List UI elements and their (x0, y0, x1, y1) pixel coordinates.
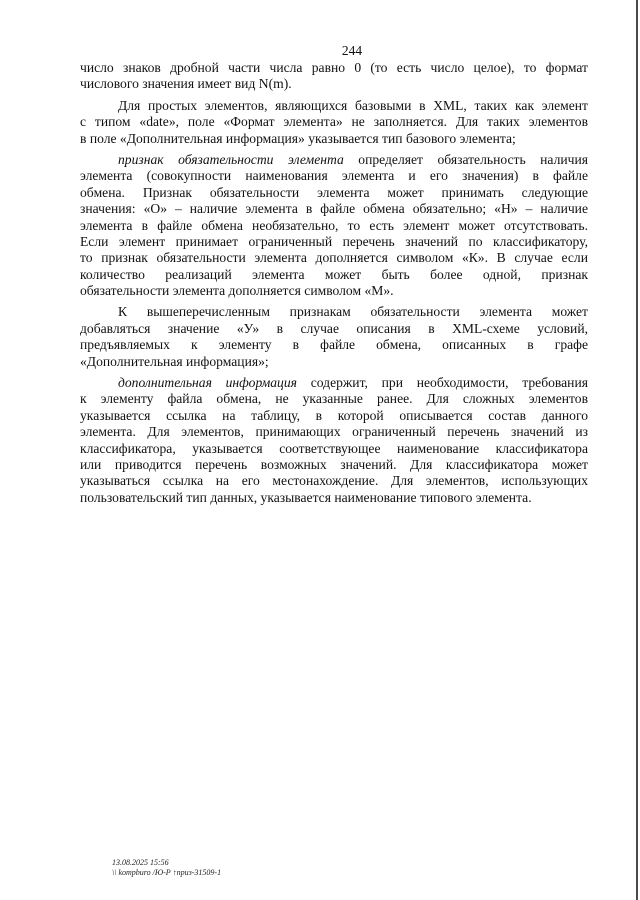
footer-stamp (112, 858, 221, 877)
text-line (80, 457, 588, 473)
text-line (80, 131, 588, 147)
line-text: значения: «О» – наличие элемента в файле обмена обязательно; «Н» – наличие (80, 201, 588, 217)
line-text: в поле «Дополнительная информация» указывается тип базового элемента; (80, 130, 516, 146)
italic-term: признак обязательности элемента (118, 151, 344, 167)
line-text: предъявляемых к элементу в файле обмена, описанных в графе (80, 337, 588, 353)
page-number: 244 (341, 43, 363, 58)
line-text: число знаков дробной части числа равно 0 (то есть число целое), то формат (80, 60, 588, 75)
line-text: Если элемент принимает ограниченный перечень значений по классификатору, (80, 233, 588, 249)
text-line (80, 321, 588, 337)
text-line (80, 304, 588, 320)
text-line (80, 201, 588, 217)
line-text: обязательности элемента дополняется символом «М». (80, 283, 394, 299)
text-line (80, 152, 588, 168)
text-line (80, 234, 588, 250)
text-line (80, 283, 588, 299)
text-line (80, 267, 588, 283)
italic-term: дополнительная информация (118, 375, 297, 391)
text-line (80, 424, 588, 440)
line-text: то признак обязательности элемента дополняется символом «К». В случае если (80, 250, 588, 266)
text-line (80, 98, 588, 114)
text-line (80, 337, 588, 353)
text-line (80, 168, 588, 184)
scan-edge (636, 0, 638, 900)
line-text: добавляться значение «У» в случае описания в XML-схеме условий, (80, 320, 588, 336)
line-text: определяет обязательность наличия (343, 151, 589, 167)
line-text: Для простых элементов, являющихся базовыми в XML, таких как элемент (118, 97, 588, 113)
line-text: обмена. Признак обязательности элемента может принимать следующие (80, 184, 588, 200)
text-line (80, 490, 588, 506)
text-line (80, 218, 588, 234)
footer-timestamp: 13.08.2025 15:56 (112, 858, 169, 867)
line-text: к элементу файла обмена, не указанные ранее. Для сложных элементов (80, 391, 588, 407)
line-text: К вышеперечисленным признакам обязательности элемента может (118, 304, 588, 320)
line-text: элемента в файле обмена необязательно, то есть элемент может отсутствовать. (80, 217, 588, 233)
text-line (80, 354, 588, 370)
line-text: «Дополнительная информация»; (80, 353, 269, 369)
text-line (80, 250, 588, 266)
text-line (80, 375, 588, 391)
line-text: или приводится перечень возможных значений. Для классификатора может (80, 456, 588, 472)
text-line (80, 76, 588, 92)
text-line (80, 408, 588, 424)
line-text: с типом «date», поле «Формат элемента» не заполняется. Для таких элементов (80, 114, 588, 130)
body-text (80, 60, 588, 506)
line-text: указывается ссылка на таблицу, в которой описывается состав данного (80, 407, 588, 423)
text-line (80, 185, 588, 201)
footer-code: \\ kompburo /Ю-Р ↑приз-31509-1 (112, 867, 222, 877)
line-text: числового значения имеет вид N(m). (80, 76, 292, 92)
text-line (80, 441, 588, 457)
line-text: содержит, при необходимости, требования (296, 375, 588, 391)
line-text: элемента. Для элементов, принимающих ограниченный перечень значений из (80, 424, 588, 440)
text-line (80, 391, 588, 407)
line-text: количество реализаций элемента может быть более одной, признак (80, 266, 588, 282)
text-line (80, 114, 588, 130)
text-line (80, 60, 588, 76)
text-line (80, 473, 588, 489)
line-text: элемента (совокупности наименования элемента и его значения) в файле (80, 168, 588, 184)
line-text: указываться ссылка на его местонахождение. Для элементов, использующих (80, 473, 588, 489)
line-text: классификатора, указывается соответствующее наименование классификатора (80, 440, 588, 456)
line-text: пользовательский тип данных, указывается наименование типового элемента. (80, 489, 532, 505)
